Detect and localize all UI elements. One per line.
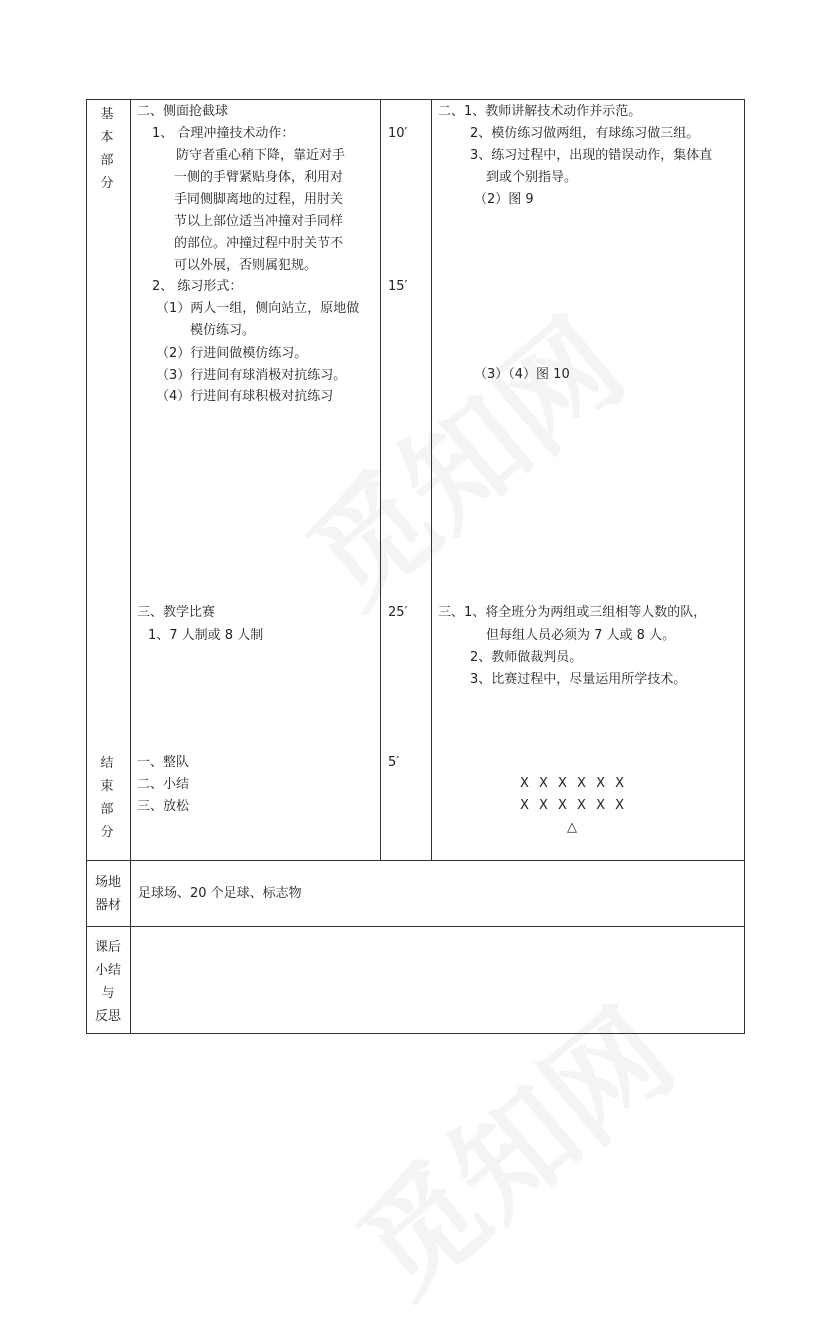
section-label-basic: 基 本 部 分	[100, 107, 114, 191]
time-part2: 10′	[388, 126, 408, 141]
part3-item: 1、7 人制或 8 人制	[148, 628, 264, 643]
venue-text: 足球场、20 个足球、标志物	[138, 886, 302, 901]
time-match: 25′	[388, 605, 408, 620]
part3-title: 三、教学比赛	[137, 605, 216, 620]
part2-title: 二、侧面抢截球	[137, 104, 229, 119]
section-label-end: 结 束 部 分	[100, 756, 114, 840]
watermark-bottom	[317, 964, 703, 1327]
time-end: 5′	[388, 755, 400, 770]
item1-heading: 1、 合理冲撞技术动作：	[152, 126, 295, 141]
figure-10-ref: （3）（4）图 10	[474, 367, 570, 382]
time-practice: 15′	[388, 279, 408, 294]
item2-heading: 2、 练习形式：	[152, 279, 243, 294]
watermark	[267, 274, 653, 637]
section-label-reflection: 课后 小结 与 反思	[94, 940, 121, 1024]
section-label-venue: 场地 器材	[94, 875, 121, 913]
